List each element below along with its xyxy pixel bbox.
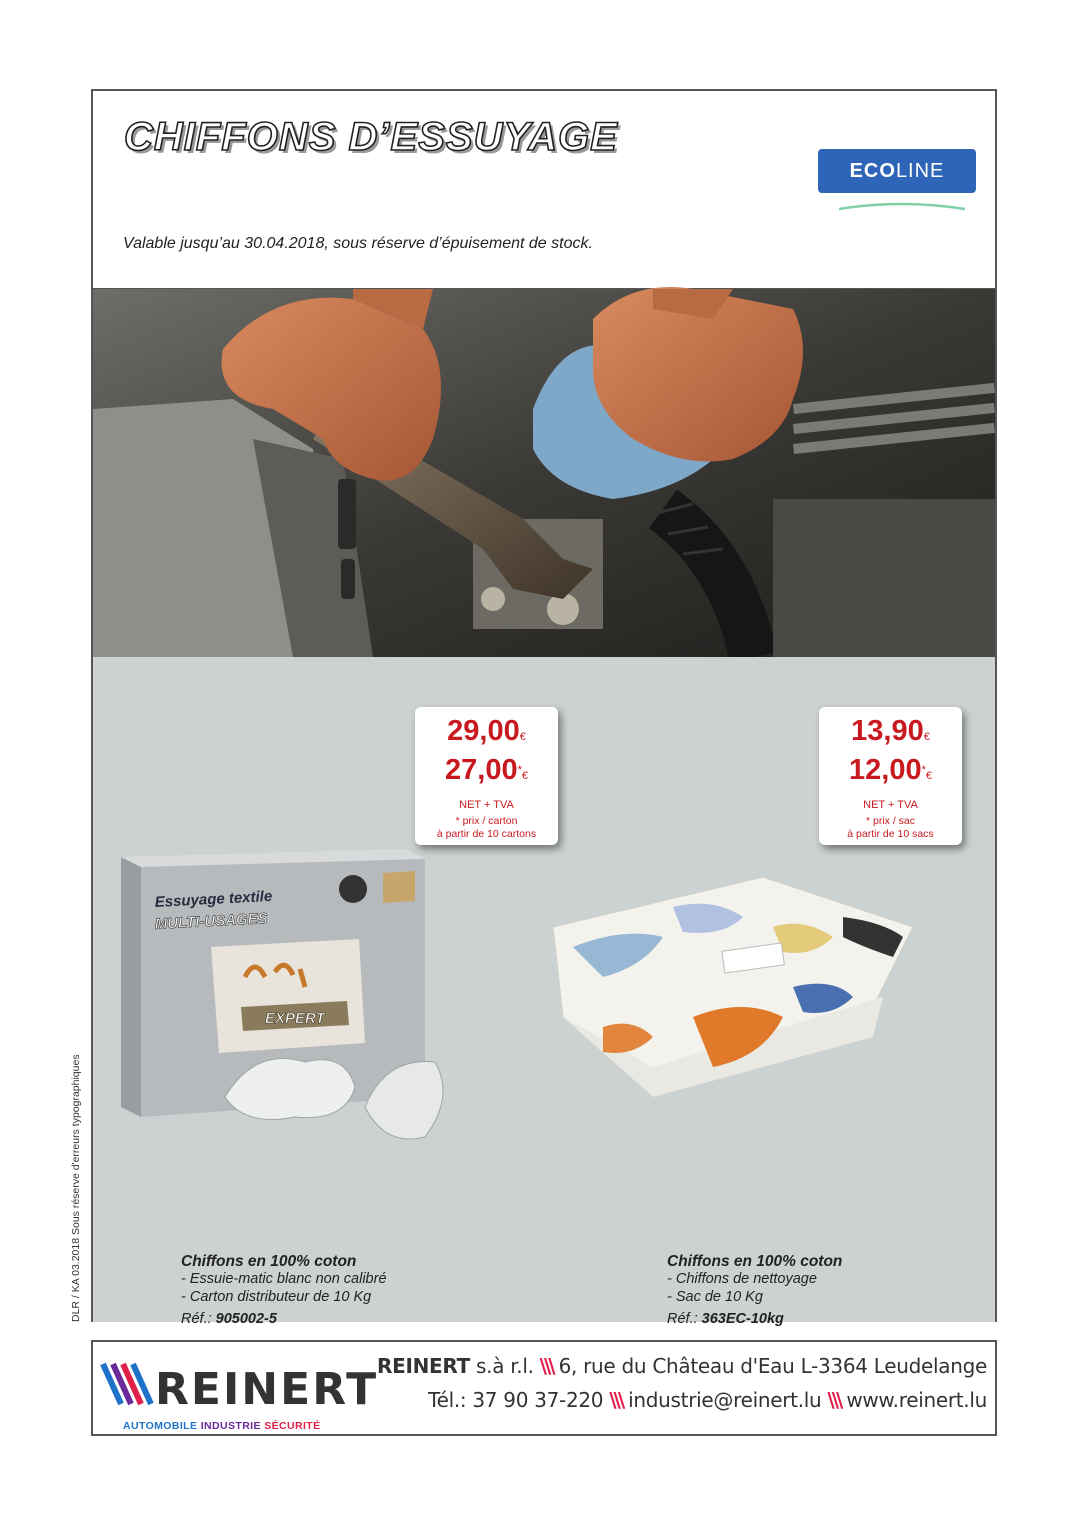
ecoline-badge <box>818 149 976 193</box>
price-card-carton <box>415 707 558 845</box>
carton-box-image <box>115 847 445 1147</box>
ecoline-prefix: ECO <box>849 160 896 182</box>
flyer-frame <box>91 89 997 1327</box>
company-contact: Tél.: 37 90 37-220 \\\ industrie@reinert.lu \\\ www.reinert.lu <box>428 1388 987 1412</box>
price-card-bag <box>819 707 962 845</box>
price-regular: 29,00€ <box>447 715 526 747</box>
price-bulk: 27,00*€ <box>445 754 528 786</box>
bulk-note-1: * prix / sac <box>865 815 915 827</box>
website-link[interactable]: www.reinert.lu <box>846 1388 987 1412</box>
product-ref: Réf.: 363EC-10kg <box>667 1311 784 1327</box>
product-line-2: - Carton distributeur de 10 Kg <box>181 1289 372 1305</box>
phone-number: Tél.: 37 90 37-220 <box>428 1388 604 1412</box>
product-title: Chiffons en 100% coton <box>667 1253 843 1270</box>
footer <box>91 1340 997 1436</box>
logo-text: REINERT <box>155 1364 379 1415</box>
product-title: Chiffons en 100% coton <box>181 1253 357 1270</box>
reinert-logo-mark-icon <box>101 1360 379 1416</box>
header <box>93 91 995 287</box>
hero-photo <box>93 288 995 658</box>
product-line-2: - Sac de 10 Kg <box>667 1289 763 1305</box>
product-line-1: - Essuie-matic blanc non calibré <box>181 1271 387 1287</box>
bulk-note-1: * prix / carton <box>455 815 518 827</box>
products-panel <box>93 657 995 1327</box>
box-brand: EXPERT <box>265 1010 325 1027</box>
price-bulk: 12,00*€ <box>849 754 932 786</box>
tax-note: NET + TVA <box>459 799 514 811</box>
tax-note: NET + TVA <box>863 799 918 811</box>
price-regular: 13,90€ <box>851 715 930 747</box>
box-label-2: MULTI-USAGES <box>154 910 269 933</box>
bulk-note-2: à partir de 10 sacs <box>847 828 934 840</box>
product-ref: Réf.: 905002-5 <box>181 1311 277 1327</box>
bulk-note-2: à partir de 10 cartons <box>436 828 537 840</box>
side-note: DLR / KA 03.2018 Sous réserve d'erreurs typographiques <box>70 1054 82 1322</box>
box-label-1: Essuyage textile <box>154 887 273 911</box>
logo-tagline: AUTOMOBILE INDUSTRIE SÉCURITÉ <box>123 1420 321 1432</box>
ecoline-suffix: LINE <box>895 160 945 182</box>
company-address: REINERT s.à r.l. \\\ 6, rue du Château d'Eau L-3364 Leudelange <box>377 1354 987 1378</box>
page-title: CHIFFONS D’ESSUYAGE <box>124 115 618 159</box>
product-line-1: - Chiffons de nettoyage <box>667 1271 817 1287</box>
reinert-logo <box>101 1360 379 1421</box>
validity-note: Valable jusqu’au 30.04.2018, sous réserve d’épuisement de stock. <box>123 235 593 252</box>
mechanic-hands-image <box>93 289 995 657</box>
ecoline-wave-icon <box>837 201 967 211</box>
rag-bag-image <box>543 867 923 1137</box>
email-link[interactable]: industrie@reinert.lu <box>628 1388 822 1412</box>
